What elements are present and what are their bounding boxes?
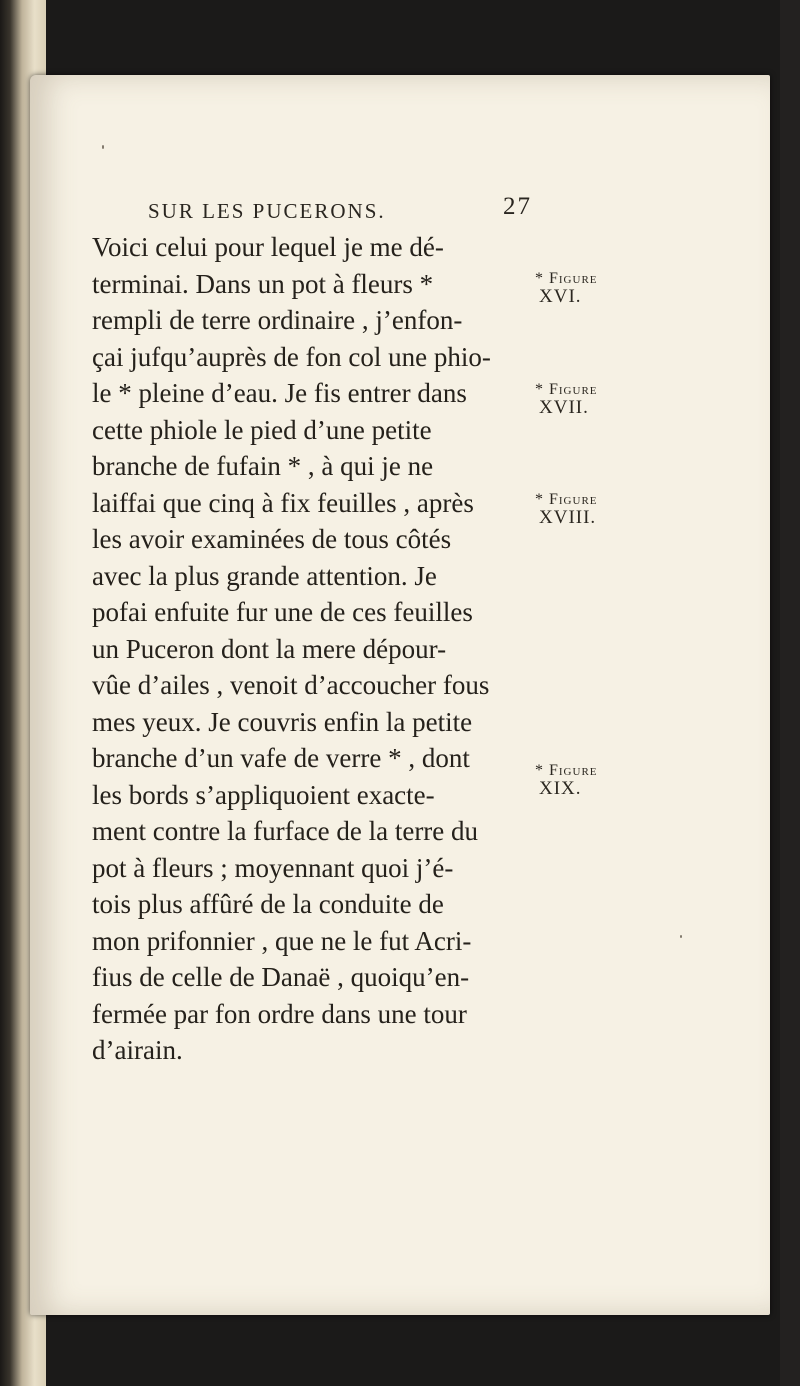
margin-note-label: * Figure — [535, 762, 598, 779]
text-line: d’airain. — [92, 1035, 183, 1065]
text-line: pofai enfuite fur une de ces feuilles — [92, 597, 473, 627]
running-head — [148, 193, 538, 227]
margin-note-figure-18 — [535, 491, 598, 527]
margin-note-figure-19 — [535, 762, 598, 798]
text-line: rempli de terre ordinaire , j’enfon- — [92, 305, 463, 335]
margin-note-numeral: XVII. — [539, 397, 589, 418]
text-line: un Puceron dont la mere dépour- — [92, 633, 447, 664]
text-line: cette phiole le pied d’une petite — [92, 414, 432, 445]
text-line: fius de celle de Danaë , quoiqu’en- — [92, 962, 470, 992]
text-line: branche de fufain * , à qui je ne — [92, 451, 434, 481]
text-line: Voici celui pour lequel je me dé- — [92, 232, 444, 262]
margin-note-label: * Figure — [535, 491, 598, 508]
text-line: branche d’un vafe de verre * , dont — [92, 743, 470, 773]
text-line: fermée par fon ordre dans une tour — [92, 998, 467, 1029]
margin-note-numeral: XIX. — [539, 778, 582, 799]
text-line: vûe d’ailes , venoit d’accoucher fous — [92, 670, 490, 700]
margin-note-label: * Figure — [535, 270, 598, 287]
text-line: pot à fleurs ; moyennant quoi j’é- — [92, 852, 454, 883]
margin-note-label: * Figure — [535, 381, 598, 398]
text-line: avec la plus grande attention. Je — [92, 560, 437, 591]
text-line: les bords s’appliquoient exacte- — [92, 779, 435, 810]
margin-note-numeral: XVIII. — [539, 507, 597, 528]
body-text — [92, 229, 532, 1069]
margin-note-numeral: XVI. — [539, 286, 582, 307]
text-line: ment contre la furface de la terre du — [92, 816, 479, 846]
paper-speck — [102, 145, 104, 149]
text-line: çai jufqu’auprès de fon col une phio- — [92, 341, 491, 372]
margin-note-figure-17 — [535, 381, 598, 417]
scan-background — [780, 0, 800, 1386]
margin-note-figure-16 — [535, 270, 598, 306]
text-line: terminai. Dans un pot à fleurs * — [92, 268, 434, 299]
text-line: les avoir examinées de tous côtés — [92, 524, 452, 554]
text-line: laiffai que cinq à fix feuilles , après — [92, 487, 474, 518]
running-title: SUR LES PUCERONS. — [148, 199, 386, 223]
text-line: mes yeux. Je couvris enfin la petite — [92, 706, 473, 737]
text-line: le * pleine d’eau. Je fis entrer dans — [92, 378, 467, 408]
text-line: tois plus affûré de la conduite de — [92, 889, 444, 919]
text-line: mon prifonnier , que ne le fut Acri- — [92, 925, 472, 956]
page-number: 27 — [503, 193, 532, 220]
paper-speck — [680, 935, 682, 938]
